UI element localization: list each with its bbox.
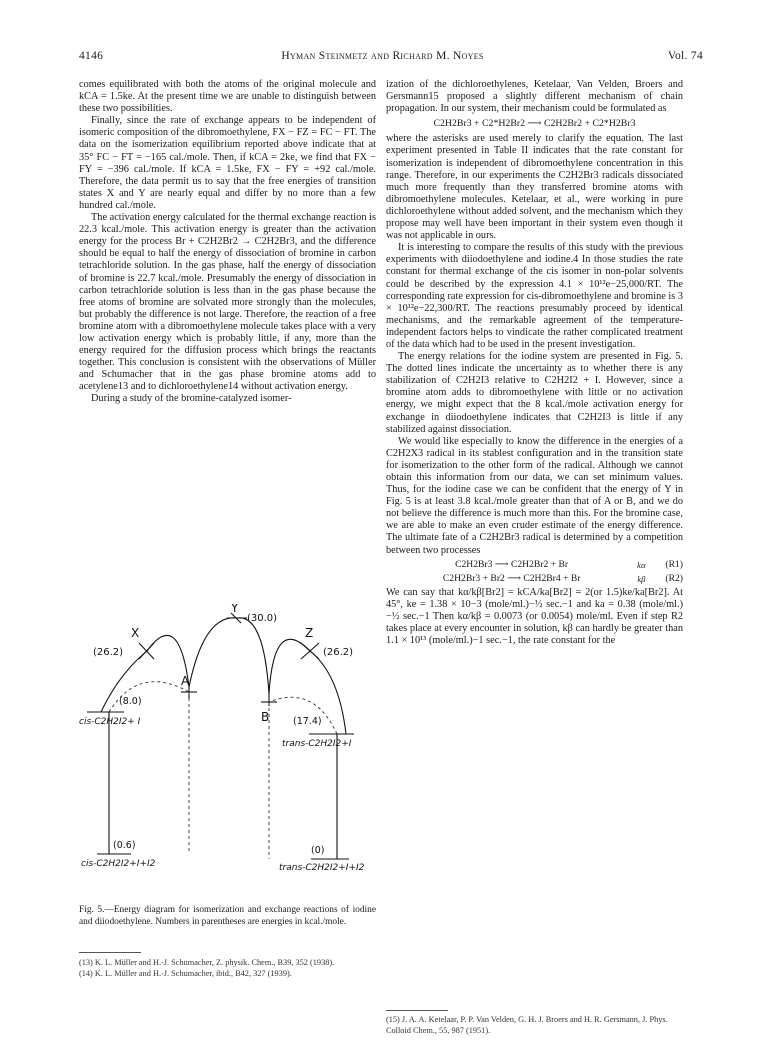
- paragraph: The activation energy calculated for the thermal exchange reaction is 22.3 kcal./mole. This activation energy is greater than the activation energy for the process Br + C2H2Br2 → C2H2Br3, and the difference should be equal to half the energy of dissociation of bromine in carbon tetrachloride solution. In the gas phase, half the energy of dissociation of bromine is 22.7 kcal./mole. Presumably the energy of dissociation in carbon tetrachloride solution is less than in the gas phase because the free atoms of bromine are solvated more strongly than the molecules, but probably the difference is not large. Therefore, the reaction of a free bromine atom with a dibromoethylene molecule takes place with a very low activation energy which is probably little, if any, more than the energy required for the diffusion process which brings the reactants together. This conclusion is consistent with the observations of Müller and Schumacher that in the gas phase bromine atoms add to acetylene13 and to dichloroethylene14 without activation energy.: [79, 212, 376, 393]
- footnote: (14) K. L. Müller and H.-J. Schumacher, ibid., B42, 327 (1939).: [79, 968, 292, 978]
- rate-constant-label: kα: [637, 559, 646, 570]
- footnotes-right: [386, 1015, 683, 1036]
- species-label: cis-C2H2I2+I+I2: [81, 859, 156, 869]
- energy-diagram-svg: [79, 604, 379, 904]
- paragraph: where the asterisks are used merely to clarify the equation. The last experiment presented in Table II indicates that the rate constant for isomerization is independent of dibromoethylene concentration in this range. Therefore, in our experiments the C2H2Br3 radicals dissociated much more frequently than they transferred bromine atoms with dibromoethylene molecules. Ketelaar, et al., were working in pure dichloroethylene without added solvent, and the mechanism which they propose may well have been important in their system even though it was not applicable in ours.: [386, 133, 683, 242]
- paragraph: We would like especially to know the difference in the energies of a C2H2X3 radical in its stablest configuration and in the transition state for isomerization to the other form of the radical. Although we cannot obtain this information from our data, we can set minimum values. Thus, for the iodine case we can be confident that the energy of Y in Fig. 5 is at least 3.8 kcal./mole greater than that of A or B, and we do not believe the difference is much more than this. For the bromine case, we are able to make an even cruder estimate of the energy difference. The ultimate fate of a C2H2Br3 radical is determined by a competition between two processes: [386, 435, 683, 556]
- state-label-y: Y: [231, 604, 239, 615]
- footnote-rule: [386, 1010, 448, 1011]
- energy-label: (30.0): [247, 613, 278, 624]
- right-column: [386, 79, 683, 647]
- page-number: 4146: [79, 50, 104, 62]
- energy-label: (8.0): [119, 696, 142, 707]
- reaction-tag: (R1): [665, 558, 683, 570]
- reaction-r2: [386, 573, 683, 585]
- running-header: Hyman Steinmetz and Richard M. Noyes: [281, 50, 484, 62]
- left-column: [79, 79, 376, 406]
- paragraph: The energy relations for the iodine system are presented in Fig. 5. The dotted lines indicate the uncertainty as to whether there is any stabilization of C2H2I3 relative to C2H2I2 + I. However, since a bromine atom adds to dibromoethylene with little or no activation energy, we might expect that the 8 kcal./mole activation energy for exchange in diiodoethylene indicates that C2H2I3 is little if any stabilized against dissociation.: [386, 351, 683, 435]
- paragraph: During a study of the bromine-catalyzed isomer-: [91, 393, 292, 405]
- paragraph: We can say that kα/kβ[Br2] = kCA/ka[Br2] = 2(or 1.5)ke/ka[Br2]. At 45°, ke = 1.38 × 10−3 (mole/ml.)−½ sec.−1 and ka = 0.38 (mole/ml.)−½ sec.−1 Then kα/kβ = 0.0073 (or 0.0054) mole/ml. Even if step R2 takes place at every encounter in solution, kβ can hardly be greater than 1.1 × 10¹³ (mole/ml.)−1 sec.−1, the rate constant for the: [386, 586, 683, 647]
- paragraph: Finally, since the rate of exchange appears to be independent of isomeric composition of the dibromoethylene, FX − FZ = FC − FT. The data on the isomerization equilibrium reported above indicate that at 35° FC − FT = −165 cal./mole. Then, if kCA = 2ke, we find that FX − FY = −396 cal./mole. If kCA = 1.5ke, FX − FY = +92 cal./mole. Therefore, the data permit us to say that the free energies of transition states X and Y are nearly equal and differ by no more than a few hundred cal./mole.: [79, 115, 376, 211]
- species-label: trans-C2H2I2+I: [282, 739, 352, 749]
- energy-diagram: [79, 604, 379, 904]
- state-label-a: A: [181, 674, 190, 688]
- energy-label: (26.2): [93, 647, 124, 658]
- paragraph: It is interesting to compare the results of this study with the previous experiments with diiodoethylene and iodine.4 In those studies the rate constant for thermal exchange of the cis isomer in non-polar solvents could be described by the expression 4.1 × 10¹²e−25,000/RT. The corresponding rate expression for cis-dibromoethylene and bromine is 3 × 10¹²e−22,300/RT. The reactions presumably proceed by identical mechanisms, and the remarkable agreement of the temperature-independent factors helps to vindicate the rather complicated treatment of the data which had to be used in the present investigation.: [386, 242, 683, 350]
- equation: C2H2Br3 + C2*H2Br2 ⟶ C2H2Br2 + C2*H2Br3: [433, 118, 636, 130]
- volume-label: Vol. 74: [667, 50, 703, 62]
- energy-label: (0.6): [113, 840, 136, 851]
- energy-label: (0): [311, 845, 325, 856]
- reaction-r1: [386, 559, 683, 571]
- footnote-rule: [79, 952, 141, 953]
- reaction-equation: C2H2Br3 ⟶ C2H2Br2 + Br: [455, 558, 569, 570]
- rate-constant-label: kβ: [637, 573, 646, 584]
- paragraph: ization of the dichloroethylenes, Ketelaar, Van Velden, Broers and Gersmann15 proposed a slightly different mechanism of chain propagation. In our system, their mechanism could be formulated as: [386, 79, 683, 115]
- species-label: trans-C2H2I2+I+I2: [279, 863, 365, 873]
- state-label-b: B: [261, 710, 270, 724]
- energy-label: (26.2): [323, 647, 354, 658]
- reaction-tag: (R2): [665, 572, 683, 584]
- footnotes-left: [79, 958, 379, 979]
- energy-label: (17.4): [293, 716, 322, 727]
- state-label-x: X: [131, 626, 140, 640]
- footnote: (13) K. L. Müller and H.-J. Schumacher, Z. physik. Chem., B39, 352 (1938).: [79, 958, 335, 967]
- figure-caption: Fig. 5.—Energy diagram for isomerization and exchange reactions of iodine and diiodoethylene. Numbers in parentheses are energies in kcal./mole.: [79, 905, 376, 927]
- species-label: cis-C2H2I2+ I: [79, 717, 141, 727]
- paragraph: comes equilibrated with both the atoms of the original molecule and kCA = 1.5ke. At the present time we are unable to distinguish between these two possibilities.: [79, 79, 376, 115]
- footnote: (15) J. A. A. Ketelaar, P. P. Van Velden, G. H. J. Broers and H. R. Gersmann, J. Phys. Colloid Chem., 55, 987 (1951).: [386, 1015, 668, 1035]
- reaction-equation: C2H2Br3 + Br2 ⟶ C2H2Br4 + Br: [442, 572, 581, 584]
- state-label-z: Z: [305, 626, 314, 640]
